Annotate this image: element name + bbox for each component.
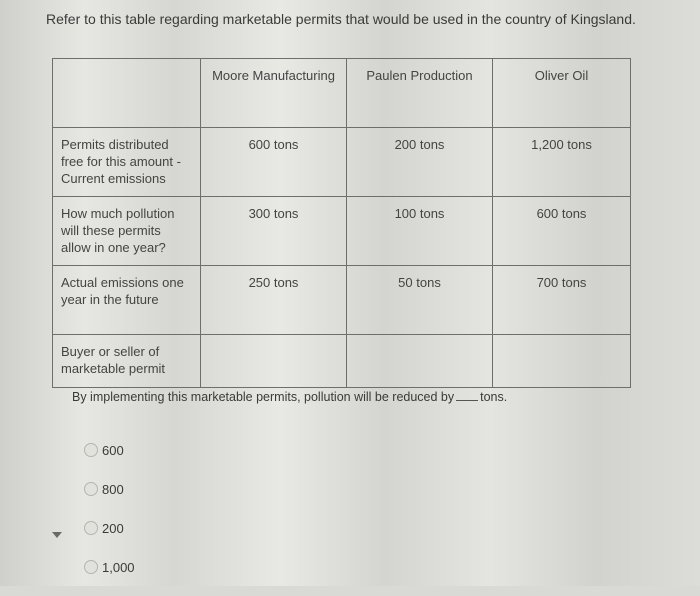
- table-cell: 250 tons: [201, 266, 347, 335]
- option-1000[interactable]: [84, 557, 135, 577]
- option-800[interactable]: [84, 479, 135, 499]
- row-label: Permits distributed free for this amount - Current emissions: [53, 128, 201, 197]
- question-text: By implementing this marketable permits, pollution will be reduced by: [72, 390, 455, 404]
- row-label: Buyer or seller of marketable permit: [53, 335, 201, 388]
- table-cell: 600 tons: [201, 128, 347, 197]
- radio-button[interactable]: [84, 482, 98, 496]
- table-header-oliver: Oliver Oil: [493, 59, 631, 128]
- table-cell: 50 tons: [347, 266, 493, 335]
- option-200[interactable]: [84, 518, 135, 538]
- answer-blank: [456, 390, 478, 401]
- table-row: [53, 197, 631, 266]
- table-cell: 200 tons: [347, 128, 493, 197]
- radio-button[interactable]: [84, 521, 98, 535]
- option-label: 200: [102, 520, 124, 536]
- table-header-paulen: Paulen Production: [347, 59, 493, 128]
- option-label: 600: [102, 442, 124, 458]
- radio-button[interactable]: [84, 443, 98, 457]
- question-intro: Refer to this table regarding marketable permits that would be used in the country of Kingsland.: [46, 11, 636, 27]
- radio-button[interactable]: [84, 560, 98, 574]
- table-cell: 1,200 tons: [493, 128, 631, 197]
- table-cell: 300 tons: [201, 197, 347, 266]
- answer-options: [84, 440, 135, 596]
- table-cell: 600 tons: [493, 197, 631, 266]
- row-label: Actual emissions one year in the future: [53, 266, 201, 335]
- table-row: [53, 335, 631, 388]
- question-unit: tons.: [480, 390, 508, 404]
- question-prompt: [72, 390, 507, 404]
- table-row: [53, 128, 631, 197]
- option-600[interactable]: [84, 440, 135, 460]
- table-cell-empty: [201, 335, 347, 388]
- pointer-arrow-icon: [52, 532, 62, 538]
- option-label: 1,000: [102, 559, 135, 575]
- table-row: [53, 266, 631, 335]
- table-header-blank: [53, 59, 201, 128]
- row-label: How much pollution will these permits allow in one year?: [53, 197, 201, 266]
- table-cell: 100 tons: [347, 197, 493, 266]
- permits-table: [52, 58, 631, 388]
- table-cell-empty: [347, 335, 493, 388]
- table-cell: 700 tons: [493, 266, 631, 335]
- table-header-moore: Moore Manufacturing: [201, 59, 347, 128]
- table-cell-empty: [493, 335, 631, 388]
- table-header-row: [53, 59, 631, 128]
- option-label: 800: [102, 481, 124, 497]
